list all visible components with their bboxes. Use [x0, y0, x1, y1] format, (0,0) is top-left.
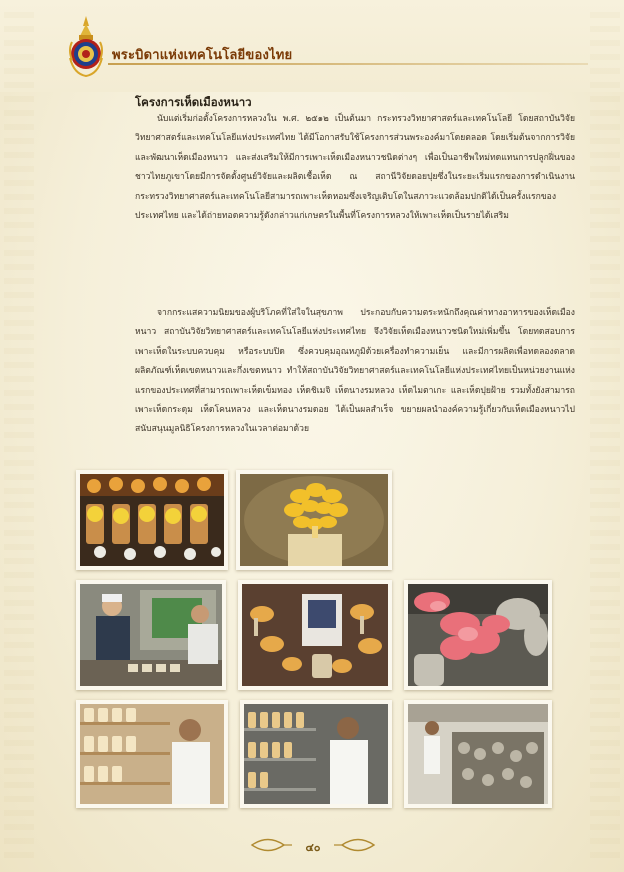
- researcher-shelves-photo: [76, 700, 228, 808]
- lab-workers-photo: [76, 580, 226, 690]
- section-title: โครงการเห็ดเมืองหนาว: [135, 95, 252, 109]
- body-paragraph-1: [135, 110, 575, 226]
- body-paragraph-2: [135, 304, 575, 440]
- left-border-ornament: [4, 8, 34, 858]
- header-title: พระบิดาแห่งเทคโนโลยีของไทย: [112, 48, 293, 63]
- golden-oyster-mushroom-photo: [236, 470, 392, 570]
- mushroom-growing-house-photo: [404, 700, 552, 808]
- paragraph-text: นับแต่เริ่มก่อตั้งโครงการหลวงใน พ.ศ. ๒๕๑๒ เป็นต้นมา กระทรวงวิทยาศาสตร์และเทคโนโลยี โดยสถาบันวิจัยวิทยาศาสตร์และเทคโนโลยีแห่งประเทศไทย ได้มีโอกาสรับใช้โครงการส่วนพระองค์มาโดยตลอด โดยเริ่มต้นจากการวิจัยและพัฒนาเห็ดเมืองหนาว และส่งเสริมให้มีการเพาะเห็ดเมืองหนาวชนิดต่างๆ เพื่อเป็นอาชีพใหม่ทดแทนการปลูกฝิ่นของชาวไทยภูเขาโดยมีการจัดตั้งศูนย์วิจัยและผลิตเชื้อเห็ด ณ สถานีวิจัยดอยปุยซึ่งในระยะเริ่มแรกของการดำเนินงาน กระทรวงวิทยาศาสตร์และเทคโนโลยีสามารถเพาะเห็ดหอมซึ่งเจริญเติบโตในสภาวะแวดล้อมปกติได้เป็นครั้งแรกของประเทศไทย และได้ถ่ายทอดความรู้ดังกล่าวแก่เกษตรในพื้นที่โครงการหลวงให้เพาะเห็ดเป็นรายได้เสริม: [135, 114, 575, 222]
- header-divider: [108, 63, 588, 65]
- right-border-ornament: [590, 8, 620, 858]
- researcher-bottles-photo: [240, 700, 392, 808]
- page-number: ๔๐: [305, 841, 321, 854]
- mushroom-bottles-photo: [76, 470, 228, 570]
- royal-emblem-logo: [66, 14, 106, 78]
- paragraph-text: จากกระแสความนิยมของผู้บริโภคที่ใส่ใจในสุขภาพ ประกอบกับความตระหนักถึงคุณค่าทางอาหารของเห็ดเมืองหนาว สถาบันวิจัยวิทยาศาสตร์และเทคโนโลยีแห่งประเทศไทย จึงวิจัยเห็ดเมืองหนาวชนิดใหม่เพิ่มขึ้น โดยทดสอบการเพาะเห็ดในระบบควบคุม หรือระบบปิด ซึ่งควบคุมอุณหภูมิด้วยเครื่องทำความเย็น และมีการผลิตเพื่อทดลองตลาดผลิตภัณฑ์เห็ดเขตหนาวและกึ่งเขตหนาว ทำให้สถาบันวิจัยวิทยาศาสตร์และเทคโนโลยีแห่งประเทศไทยเป็นหน่วยงานแห่งแรกของประเทศที่สามารถเพาะเห็ดเข็มทอง เห็ดชิเมจิ เห็ดนางรมหลวง เห็ดไมตาเกะ และเห็ดปุยฝ้าย รวมทั้งยังสามารถเพาะเห็ดกระดุม เห็ดโคนหลวง และเห็ดนางรมดอย ได้เป็นผลสำเร็จ ขยายผลนำองค์ความรู้เกี่ยวกับเห็ดเมืองหนาวไปสนับสนุนมูลนิธิโครงการหลวงในเวลาต่อมาด้วย: [135, 308, 575, 435]
- pink-oyster-mushroom-photo: [404, 580, 552, 690]
- mushroom-display-photo: [238, 580, 392, 690]
